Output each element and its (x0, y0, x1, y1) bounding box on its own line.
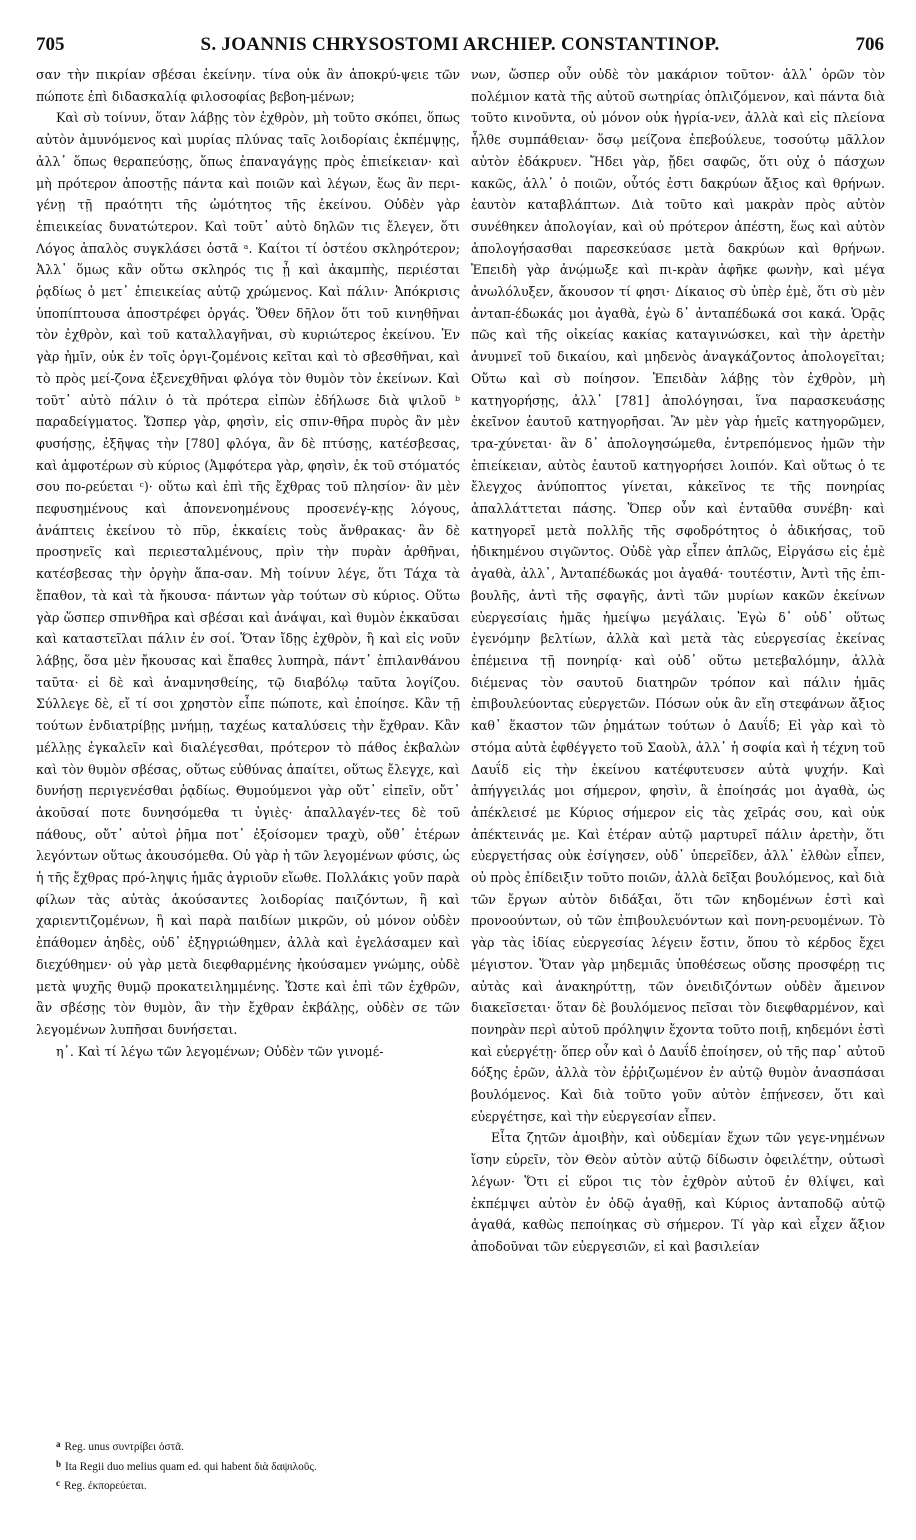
footnote-text: Ita Regii duo melius quam ed. qui habent διὰ δαψιλοῦς. (65, 1460, 317, 1473)
footnotes (56, 1436, 446, 1495)
footnote-text: Reg. unus συντρίβει ὀστᾶ. (64, 1441, 184, 1453)
left-text-column (36, 64, 460, 1062)
paragraph: Εἶτα ζητῶν ἀμοιβὴν, καὶ οὐδεμίαν ἔχων τῶν γεγε-νημένων ἴσην εὑρεῖν, τὸν Θεὸν αὐτὸν αὐτῷ δίδωσιν ὀφειλέτην, οὑτωσὶ λέγων· Ὅτι εἰ εὕροι τις τὸν ἐχθρὸν αὐτοῦ ἐν θλίψει, καὶ ἐκπέμψει αὐτὸν ἐν ὁδῷ ἀγαθῇ, καὶ Κύριος ἀνταποδῷ αὐτῷ ἀγαθά, καθὼς πεποίηκας σὺ σήμερον. Τί γὰρ καὶ εἶχεν ἄξιον ἀποδοῦναι τῶν εὐεργεσιῶν, εἰ καὶ βασιλείαν (471, 1130, 885, 1254)
paragraph: Καὶ σὺ τοίνυν, ὅταν λάβῃς τὸν ἐχθρὸν, μὴ τοῦτο σκόπει, ὅπως αὐτὸν ἀμυνόμενος καὶ μυρίας πλύνας ταῖς λοιδορίαις ἐκπέμψῃς, ἀλλ᾽ ὅπως θεραπεύσῃς, ὅπως ἐπαναγάγῃς πρὸς ἐπιείκειαν· καὶ μὴ πρότερον ἀποστῇς πάντα καὶ ποιῶν καὶ λέγων, ἕως ἂν περι-γένῃ τῇ πραότητι τῆς ὠμότητος τῆς ἐκείνου. Οὐδὲν γὰρ ἐπιεικείας δυνατώτερον. Καὶ τοῦτ᾽ αὐτὸ δηλῶν τις ἔλεγεν, ὅτι Λόγος ἁπαλὸς συγκλάσει ὀστᾶ ᵃ. Καίτοι τί ὀστέου σκληρότερον; Ἀλλ᾽ ὅμως κἂν οὕτω σκληρός τις ᾖ καὶ ἀκαμπὴς, περιέσται ῥᾳδίως ὁ μετ᾽ ἐπιεικείας αὐτῷ χρώμενος. Καὶ πάλιν· Ἀπόκρισις ὑποπίπτουσα ἀποστρέφει ὀργάς. Ὅθεν δῆλον ὅτι τοῦ κινηθῆναι τὸν ἐχθρὸν, καὶ τοῦ καταλλαγῆναι, σὺ κυριώτερος ἐκείνου. Ἐν γὰρ ἡμῖν, οὐκ ἐν τοῖς ὀργι-ζομένοις κεῖται καὶ τὸ σβεσθῆναι, καὶ τὸ πρὸς μεί-ζονα ἐξενεχθῆναι φλόγα τὸν θυμὸν τὸν ἐκείνων. Καὶ τοῦτ᾽ αὐτὸ πάλιν ὁ τὰ πρότερα εἰπὼν ἐδήλωσε διὰ ψιλοῦ ᵇ παραδείγματος. Ὥσπερ γὰρ, φησὶν, εἰς σπιν-θῆρα πυρὸς ἂν μὲν φυσήσῃς, ἐξῆψας τὴν [780] φλόγα, ἂν δὲ πτύσῃς, κατέσβεσας, καὶ ἀμφοτέρων σὺ κύριος (Ἀμφότερα γὰρ, φησὶν, ἐκ τοῦ στόματός σου πο-ρεύεται ᶜ)· οὕτω καὶ ἐπὶ τῆς ἔχθρας τοῦ πλησίον· ἂν μὲν πεφυσημένους καὶ ἀπονενοημένους προσενέγ-κῃς λόγους, ἀνάπτεις ἐκείνου τὸ πῦρ, ἐκκαίεις τοὺς ἄνθρακας· ἂν δὲ προσηνεῖς καὶ περιεσταλμένους, πρὶν τὴν πυρὰν ἀρθῆναι, κατέσβεσας τὴν ὀργὴν ἅπα-σαν. Μὴ τοίνυν λέγε, ὅτι Τάχα τὰ ἔπαθον, τὰ καὶ τὰ ἤκουσα· πάντων γὰρ τούτων σὺ κύριος. Οὕτω γὰρ ὥσπερ σπινθῆρα καὶ σβέσαι καὶ ἀνάψαι, καὶ θυμὸν ἐκκαῦσαι καὶ καταστεῖλαι πάλιν ἐν σοί. Ὅταν ἴδῃς ἐχθρὸν, ἢ καὶ εἰς νοῦν λάβῃς, ὅσα μὲν ἤκουσας καὶ ἔπαθες λυπηρὰ, πάντ᾽ ἐπιλανθάνου ταῦτα· εἰ δὲ καὶ ἀναμνησθείης, τῷ διαβόλῳ ταῦτα λογίζου. Σύλλεγε δὲ, εἴ τί σοι χρηστὸν εἶπε πώποτε, καὶ ἐποίησε. Κἂν τῇ τούτων ἐνδιατρίβῃς μνήμῃ, ταχέως καταλύσεις τὴν ἔχθραν. Κἂν μέλλῃς ἐγκαλεῖν καὶ διαλέγεσθαι, πρότερον τὸ πάθος ἐκβαλὼν καὶ τὸν θυμὸν σβέσας, οὕτως εὐθύνας ἀπαίτει, οὕτως ἔλεγχε, καὶ δυνήσῃ περιγενέσθαι ῥᾳδίως. Θυμούμενοι γὰρ οὔτ᾽ εἰπεῖν, οὔτ᾽ ἀκοῦσαί ποτε δυνησόμεθα τι ὑγιὲς· ἀπαλλαγέν-τες δὲ τοῦ πάθους, οὔτ᾽ αὐτοὶ ῥῆμα ποτ᾽ ἐξοίσομεν τραχὺ, οὔθ᾽ ἑτέρων λεγόντων οὕτως ἀκουσόμεθα. Οὐ γὰρ ἡ τῶν λεγομένων φύσις, ὡς ἡ τῆς ἔχθρας πρό-ληψις ἡμᾶς ἀγριοῦν εἴωθε. Πολλάκις γοῦν παρὰ φίλων τὰς αὐτὰς ἀκούσαντες λοιδορίας παιζόντων, ἢ καὶ χαριεντιζομένων, ἢ καὶ παρὰ παιδίων μικρῶν, οὐ μόνον οὐδὲν ἐπάθομεν ἀηδὲς, οὐδ᾽ ἐξηγριώθημεν, ἀλλὰ καὶ ἐγελάσαμεν καὶ διεχύθημεν· οὐ γὰρ μετὰ διεφθαρμένης ἠκούσαμεν γνώμης, οὐδὲ μετὰ ψυχῆς θυμῷ προκατειλημμένης. Ὥστε καὶ ἐπὶ τῶν ἐχθρῶν, ἂν σβέσῃς τὸν θυμὸν, ἂν τὴν ἔχθραν ἐκβάλῃς, οὐδὲν σε τῶν λεγομένων λυπῆσαι δυνήσεται. (36, 110, 460, 1037)
page-number-left: 705 (36, 34, 65, 55)
paragraph: σαν τὴν πικρίαν σβέσαι ἐκείνην. τίνα οὐκ ἂν ἀποκρύ-ψειε τῶν πώποτε ἐπὶ διδασκαλίᾳ φιλοσοφίας βεβοη-μένων; (36, 67, 460, 104)
right-text-column (471, 64, 885, 1258)
page-number-right: 706 (855, 34, 884, 55)
running-header (36, 34, 884, 60)
footnote (56, 1456, 446, 1476)
footnote-text: Reg. ἐκπορεύεται. (64, 1480, 147, 1492)
footnote (56, 1475, 446, 1495)
paragraph: νων, ὥσπερ οὖν οὐδὲ τὸν μακάριον τοῦτον· ἀλλ᾽ ὁρῶν τὸν πολέμιον κατὰ τῆς αὐτοῦ σωτηρίας ὁπλιζόμενον, καὶ πάντα διὰ τοῦτο κινοῦντα, οὐ μόνον οὐκ ἠγρία-νεν, ἀλλὰ καὶ εἰς πλείονα ἦλθε συμπάθειαν· ὅσῳ μείζονα ἐπεβούλευε, τοσούτῳ μᾶλλον αὐτὸν ἐδάκρυεν. Ἤδει γὰρ, ᾔδει σαφῶς, ὅτι οὐχ ὁ πάσχων κακῶς, ἀλλ᾽ ὁ ποιῶν, οὗτός ἐστι δακρύων ἄξιος καὶ θρήνων. ἑαυτὸν καταβλάπτων. Διὰ τοῦτο καὶ μακρὰν πρὸς αὐτὸν συνέθηκεν ἀπολογίαν, καὶ οὐ πρότερον ἀπέστη, ἕως καὶ αὐτὸν ἀπολογήσασθαι παρεσκεύασε μετὰ δακρύων καὶ θρήνων. Ἐπειδὴ γὰρ ἀνῴμωξε καὶ πι-κρὰν ἀφῆκε φωνὴν, καὶ μέγα ἀνωλόλυξεν, ἄκουσον τί φησι· Δίκαιος σὺ ὑπὲρ ἐμὲ, ὅτι σὺ μὲν ἀνταπ-έδωκάς μοι ἀγαθὰ, ἐγὼ δ᾽ ἀνταπέδωκά σοι κακά. Ὁρᾷς πῶς καὶ τῆς οἰκείας κακίας καταγινώσκει, καὶ τὴν ἀρετὴν ἀνυμνεῖ τοῦ δικαίου, καὶ μηδενὸς ἀναγκάζοντος ἀπολογεῖται; Οὕτω καὶ σὺ ποίησον. Ἐπειδὰν λάβῃς τὸν ἐχθρὸν, μὴ κατηγορήσῃς, ἀλλ᾽ [781] ἀπολόγησαι, ἵνα παρασκευάσῃς ἐκεῖνον ἑαυτοῦ κατηγορῆσαι. Ἂν μὲν γὰρ ἡμεῖς κατηγορῶμεν, τρα-χύνεται· ἂν δ᾽ ἀπολογησώμεθα, ἐντρεπόμενος ἡμῶν τὴν ἐπιείκειαν, αὐτὸς ἑαυτοῦ κατηγορήσει λοιπόν. Καὶ οὕτως ὁ τε ἔλεγχος ἀνύποπτος γίνεται, κἀκεῖνος τε τῆς πονηρίας ἀπαλλάττεται πάσης. Ὅπερ οὖν καὶ ἐνταῦθα συνέβη· καὶ κατηγορεῖ μετὰ πολλῆς τῆς σφοδρότητος ὁ ἀδικήσας, τοῦ ἠδικημένου σιγῶντος. Οὐδὲ γὰρ εἶπεν ἁπλῶς, Εἰργάσω εἰς ἐμὲ ἀγαθὰ, ἀλλ᾽, Ἀνταπέδωκάς μοι ἀγαθά· τουτέστιν, Ἀντὶ τῆς ἐπι-βουλῆς, ἀντὶ τῆς σφαγῆς, ἀντὶ τῶν μυρίων κακῶν ἐκείνων εὐεργεσίαις ἡμᾶς ἠμείψω μεγάλαις. Ἐγὼ δ᾽ οὐδ᾽ οὕτως ἐγενόμην βελτίων, ἀλλὰ καὶ μετὰ τὰς εὐεργεσίας ἐκείνας ἐπέμεινα τῇ πονηρίᾳ· καὶ οὐδ᾽ οὕτω μετεβαλόμην, ἀλλὰ διέμενας τὸν σαυτοῦ διατηρῶν τρόπον καὶ πάλιν ἡμᾶς ἐπιβουλεύοντας εὐεργετῶν. Πόσων οὐκ ἂν εἴη στεφάνων ἄξιος καθ᾽ ἕκαστον τῶν ῥημάτων τούτων ὁ Δαυΐδ; Εἰ γὰρ καὶ τὸ στόμα αὐτὰ ἐφθέγγετο τοῦ Σαοὺλ, ἀλλ᾽ ἡ σοφία καὶ ἡ τέχνη τοῦ Δαυΐδ εἰς τὴν ἐκείνου κατέφυτευσεν αὐτὰ ψυχήν. Καὶ ἀπήγγειλάς μοι σήμερον, φησὶν, ἃ ἐποίησάς μοι ἀγαθὰ, ὡς ἀπέκλεισέ με Κύριος σήμερον εἰς τὰς χεῖράς σου, καὶ οὐκ ἀπέκτεινάς με. Καὶ ἑτέραν αὐτῷ μαρτυρεῖ πάλιν ἀρετὴν, ὅτι εὐεργετήσας οὐκ ἐσίγησεν, οὐδ᾽ ὑπερεῖδεν, ἀλλ᾽ ἐλθὼν εἶπεν, οὐ πρὸς ἐπίδειξιν τοῦτο ποιῶν, ἀλλὰ δεῖξαι βουλόμενος, καὶ διὰ τῶν ἔργων αὐτὸν διδάξαι, ὅτι τῶν κηδομένων ἐστὶ καὶ προνοούντων, οὐ τῶν ἐπιβουλευόντων καὶ πονη-ρευομένων. Τὸ γὰρ τὰς ἰδίας εὐεργεσίας λέγειν ἔστιν, ὅπου τὸ κέρδος ἔχει μέγιστον. Ὅταν γὰρ μηδεμιᾶς ὑποθέσεως οὔσης προσφέρῃ τις αὐτὰς καὶ ἀνακηρύττῃ, τῶν ὀνειδιζόντων οὐδὲν ἄμεινον διακεῖσεται· ὅταν δὲ βουλόμενος πεῖσαι τὸν διεφθαρμένον, καὶ πονηρὰν περὶ αὐτοῦ πρόληψιν ἔχοντα τοῦτο ποιῇ, κηδεμόνι ἐστὶ καὶ εὐεργέτῃ· ὅπερ οὖν καὶ ὁ Δαυΐδ ἐποίησεν, οὐ τῆς παρ᾽ αὐτοῦ δόξης ἐρῶν, ἀλλὰ τὸν ἐῤῥιζωμένον ἐν αὐτῷ θυμὸν ἀνασπάσαι βουλόμενος. Καὶ διὰ τοῦτο γοῦν αὐτὸν ἐπῄνεσεν, ὅτι καὶ εὐεργέτησε, καὶ τὴν εὐεργεσίαν εἶπεν. (471, 67, 885, 1124)
footnote-mark: b (56, 1458, 62, 1469)
footnote-mark: a (56, 1439, 61, 1449)
running-title: S. JOANNIS CHRYSOSTOMI ARCHIEP. CONSTANTINOP. (200, 34, 720, 55)
footnote-mark: c (56, 1478, 60, 1488)
footnote (56, 1436, 446, 1456)
paragraph: η᾽. Καὶ τί λέγω τῶν λεγομένων; Οὐδὲν τῶν γινομέ- (56, 1043, 384, 1059)
